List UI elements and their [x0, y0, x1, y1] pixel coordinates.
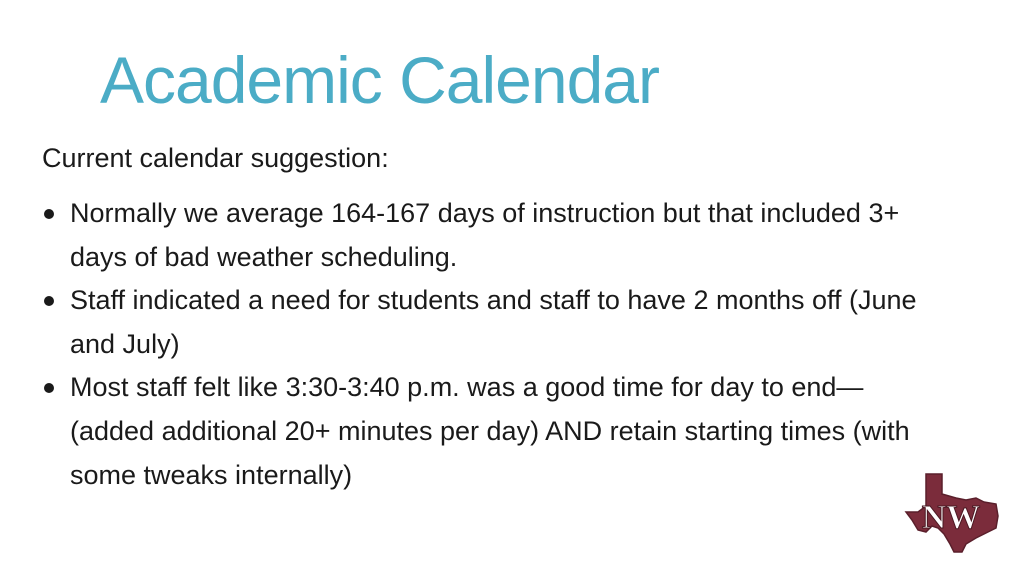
bullet-text: Most staff felt like 3:30-3:40 p.m. was a good time for day to end—(added additional 20+ minutes per day) AND retain starting times (with some tweaks internally)	[70, 372, 910, 490]
bullet-list	[42, 192, 942, 497]
list-item	[42, 279, 942, 366]
bullet-text: Staff indicated a need for students and staff to have 2 months off (June and July)	[70, 285, 917, 359]
slide-title: Academic Calendar	[100, 43, 659, 117]
bullet-icon	[44, 383, 54, 393]
texas-nw-logo-icon	[904, 472, 1000, 554]
logo-letters: NW	[921, 499, 981, 536]
bullet-text: Normally we average 164-167 days of instruction but that included 3+ days of bad weather scheduling.	[70, 198, 900, 272]
bullet-icon	[44, 209, 54, 219]
intro-text: Current calendar suggestion:	[42, 143, 389, 173]
bullet-icon	[44, 296, 54, 306]
list-item	[42, 192, 942, 279]
list-item	[42, 366, 942, 497]
